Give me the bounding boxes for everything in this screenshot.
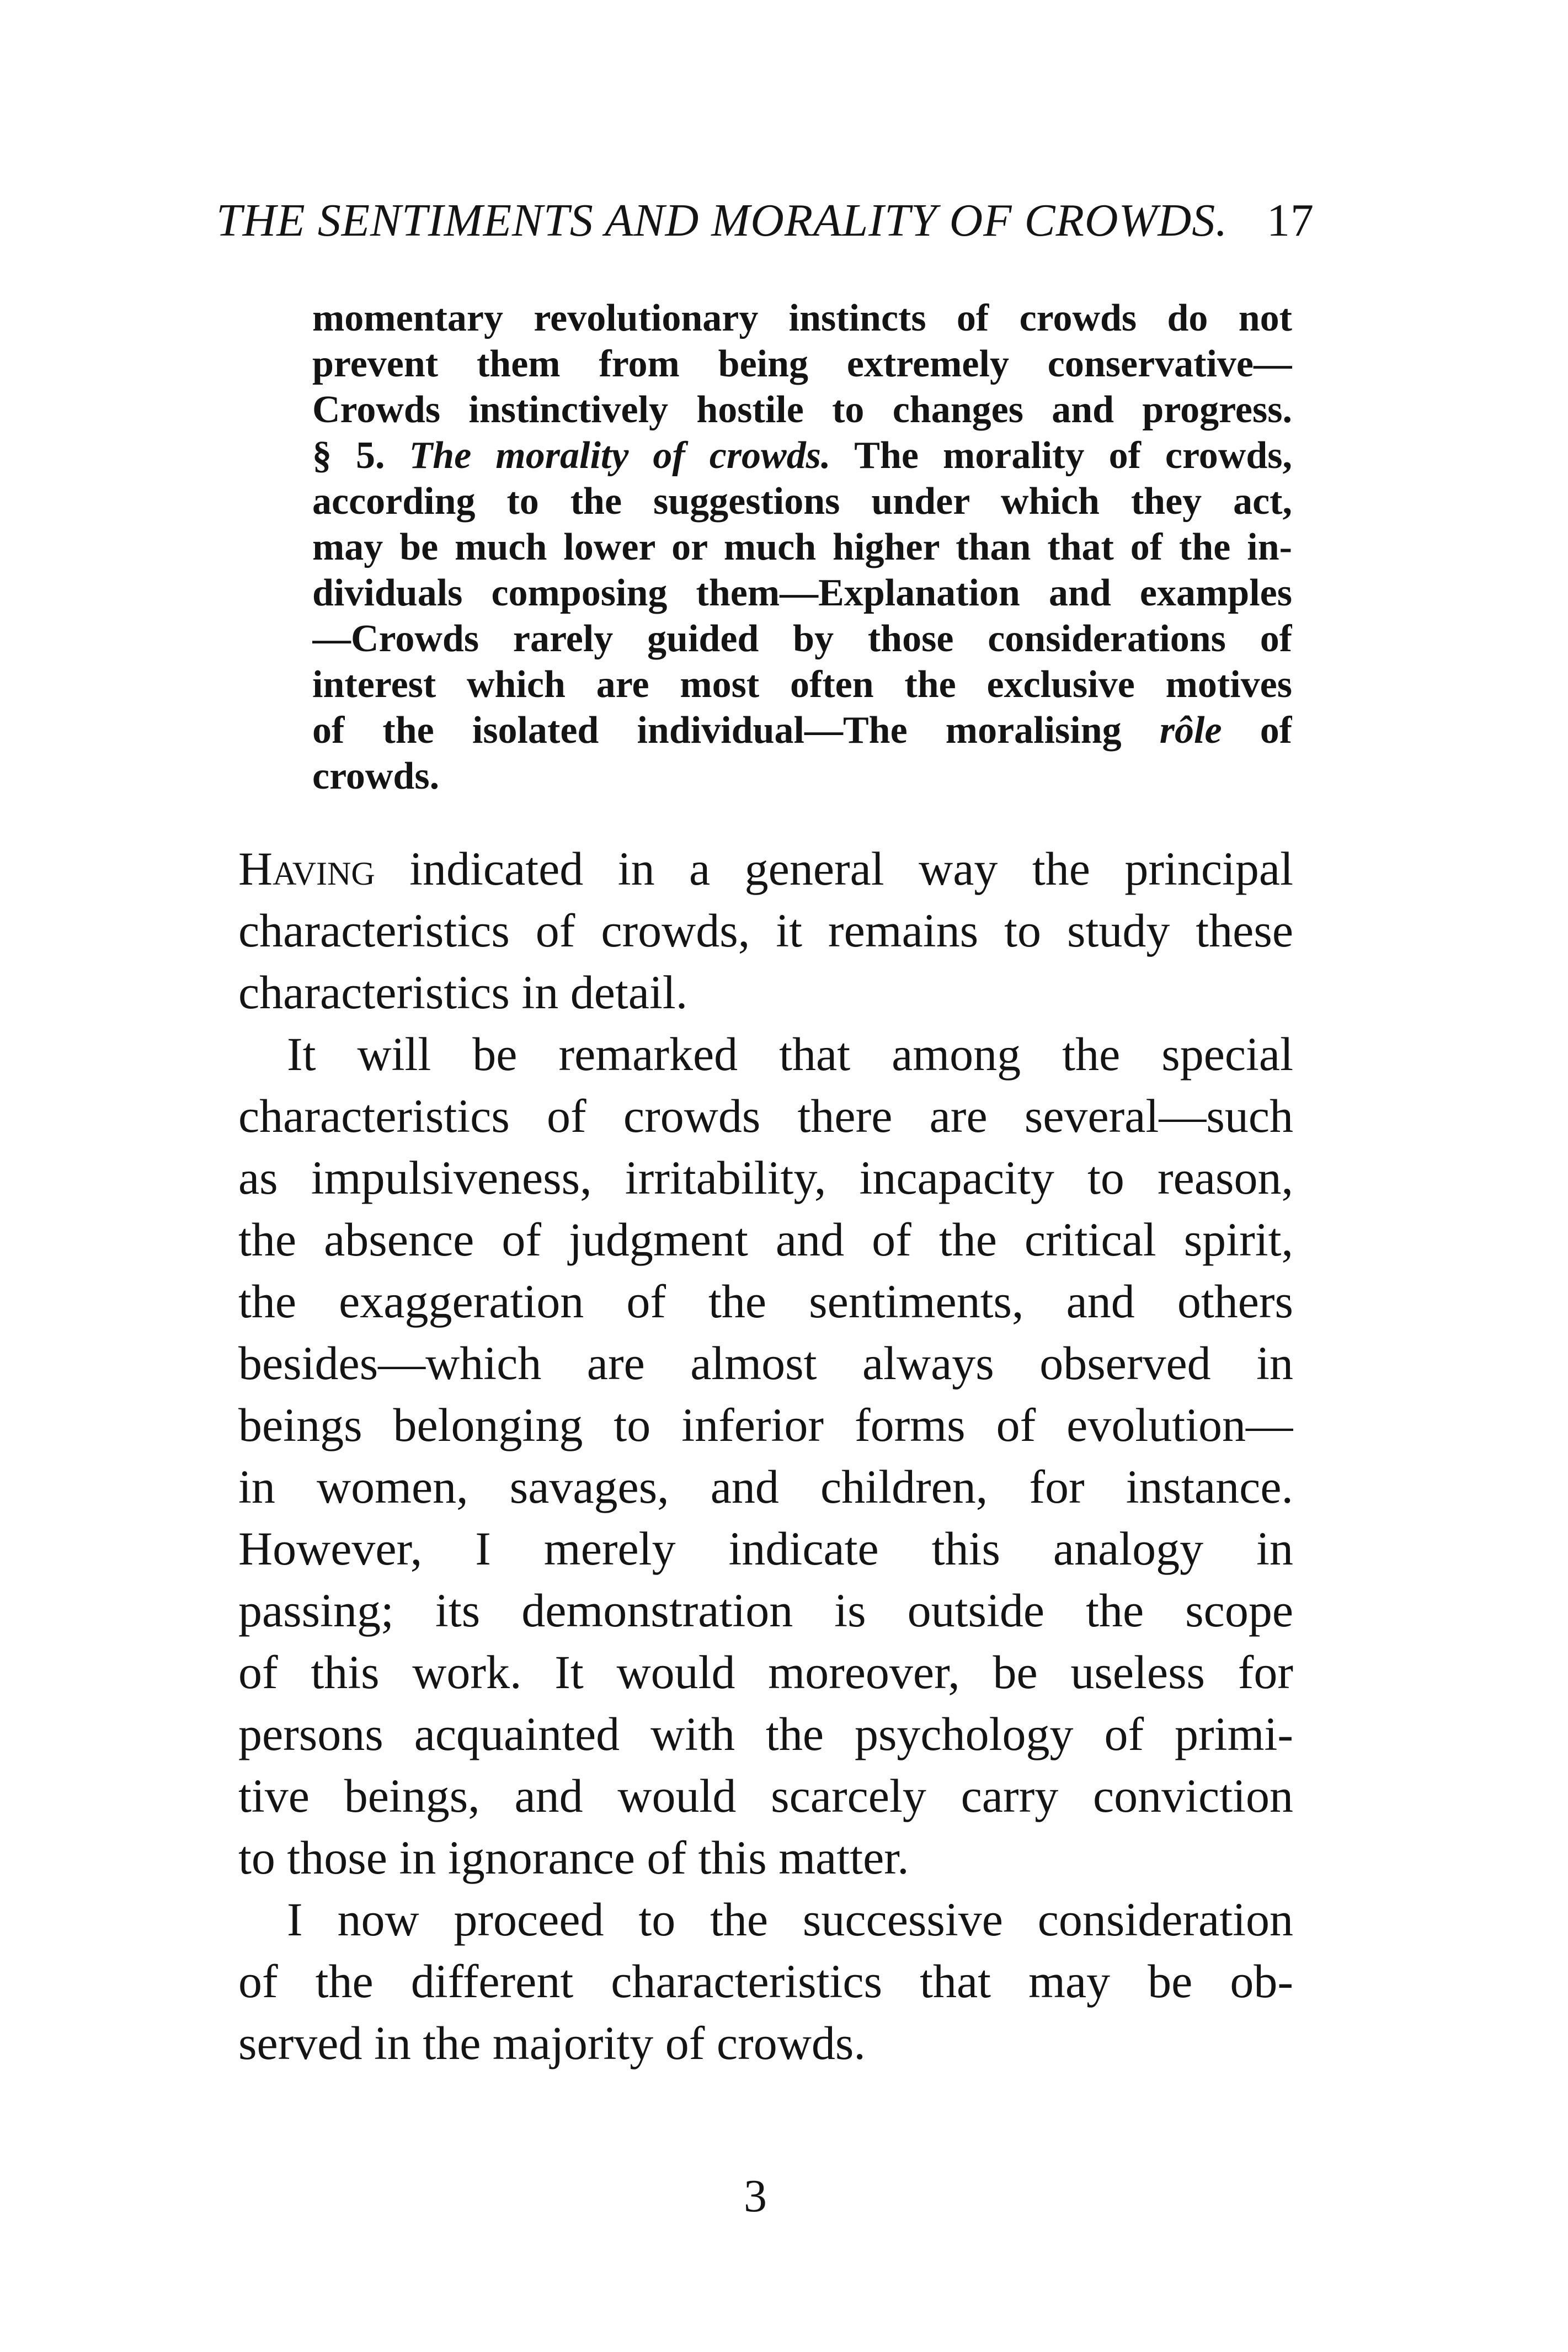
body-line: beings belonging to inferior forms of evolution— xyxy=(238,1398,1293,1451)
summary-line: may be much lower or much higher than that of the in- xyxy=(312,526,1292,568)
body-line: of the different characteristics that may be ob- xyxy=(238,1955,1293,2008)
body-line: served in the majority of crowds. xyxy=(238,2016,866,2069)
summary-line xyxy=(312,433,1292,478)
body-line: characteristics of crowds, it remains to study these xyxy=(238,904,1293,957)
body-line: However, I merely indicate this analogy in xyxy=(238,1522,1293,1575)
body-line: characteristics in detail. xyxy=(238,966,688,1019)
body-line: to those in ignorance of this matter. xyxy=(238,1831,909,1884)
body-line: the exaggeration of the sentiments, and others xyxy=(238,1275,1293,1328)
page-number: 17 xyxy=(1267,195,1314,246)
summary-line xyxy=(312,707,1292,753)
body-line: passing; its demonstration is outside the scope xyxy=(238,1584,1293,1637)
signature-mark: 3 xyxy=(744,2170,767,2222)
summary-line: prevent them from being extremely conservative— xyxy=(312,343,1292,385)
chapter-summary xyxy=(312,295,1292,799)
body-line: the absence of judgment and of the critical spirit, xyxy=(238,1213,1293,1266)
summary-line: momentary revolutionary instincts of crowds do not xyxy=(312,297,1292,339)
page-header xyxy=(216,193,1314,248)
body-line: of this work. It would moreover, be useless for xyxy=(238,1646,1293,1699)
body-line: as impulsiveness, irritability, incapacity to reason, xyxy=(238,1151,1293,1204)
running-title: THE SENTIMENTS AND MORALITY OF CROWDS. xyxy=(216,195,1228,246)
section-title: The morality of crowds. xyxy=(409,434,831,477)
summary-text: of xyxy=(1260,709,1292,752)
summary-line: —Crowds rarely guided by those considerations of xyxy=(312,618,1292,660)
body-line-text: indicated in a general way the principal xyxy=(375,842,1293,895)
summary-italic-word: rôle xyxy=(1159,709,1222,752)
body-line: in women, savages, and children, for instance. xyxy=(238,1460,1293,1513)
summary-line: according to the suggestions under which they act, xyxy=(312,480,1292,523)
section-mark: § 5. xyxy=(312,434,385,477)
summary-text: of the isolated individual—The moralising xyxy=(312,709,1122,752)
summary-text: The morality of crowds, xyxy=(854,434,1292,477)
summary-line: crowds. xyxy=(312,755,440,797)
body-line: characteristics of crowds there are several—such xyxy=(238,1089,1293,1142)
summary-line: Crowds instinctively hostile to changes and progress. xyxy=(312,389,1292,431)
summary-line: interest which are most often the exclusive motives xyxy=(312,663,1292,706)
body-line xyxy=(238,838,1293,900)
body-line: tive beings, and would scarcely carry conviction xyxy=(238,1769,1293,1822)
body-line: besides—which are almost always observed in xyxy=(238,1337,1293,1390)
summary-line: dividuals composing them—Explanation and examples xyxy=(312,572,1292,614)
body-line: It will be remarked that among the special xyxy=(287,1028,1293,1081)
opening-word: Having xyxy=(238,842,375,895)
body-text xyxy=(238,838,1293,2074)
body-line: persons acquainted with the psychology of primi- xyxy=(238,1707,1293,1760)
body-line: I now proceed to the successive consideration xyxy=(287,1893,1293,1946)
